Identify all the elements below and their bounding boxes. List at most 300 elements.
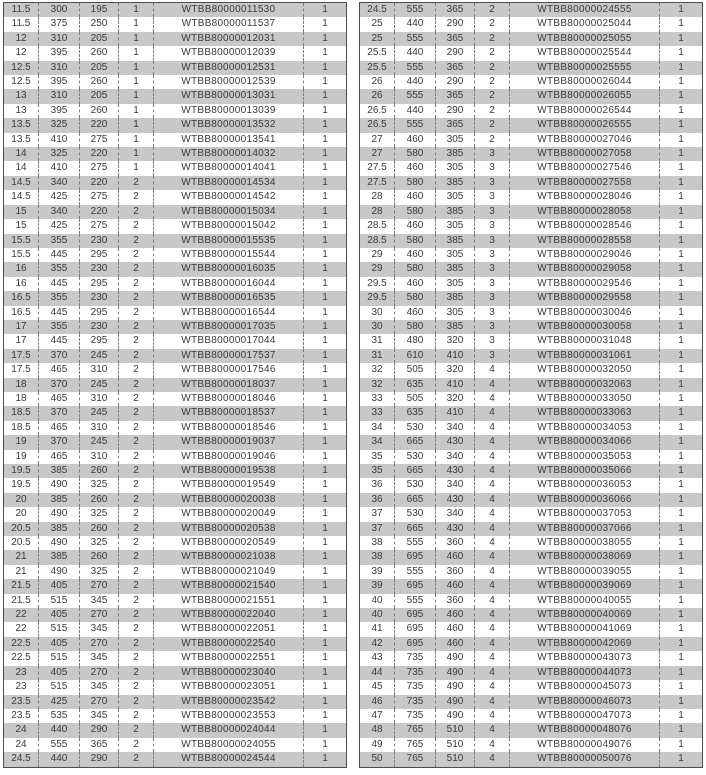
cell-size: 42 <box>360 637 395 651</box>
cell-size: 16.5 <box>4 291 39 305</box>
cell-size: 32 <box>360 363 395 377</box>
cell-part-number: WTBB80000013031 <box>154 89 304 103</box>
table-row <box>360 695 702 709</box>
cell-size: 25 <box>360 32 395 46</box>
cell-size: 21.5 <box>4 579 39 593</box>
cell-value-1: 355 <box>39 234 80 248</box>
cell-code: 3 <box>475 234 510 248</box>
cell-code: 2 <box>119 738 154 752</box>
cell-value-2: 305 <box>436 306 475 320</box>
cell-code: 2 <box>119 262 154 276</box>
cell-qty: 1 <box>678 277 684 289</box>
cell-value-1: 695 <box>395 608 436 622</box>
cell-qty: 1 <box>678 234 684 246</box>
cell-code: 4 <box>475 637 510 651</box>
cell-code: 4 <box>475 680 510 694</box>
cell-code: 3 <box>475 277 510 291</box>
cell-value-2: 320 <box>436 392 475 406</box>
cell-code: 1 <box>119 147 154 161</box>
cell-value-2: 430 <box>436 522 475 536</box>
cell-qty: 1 <box>322 421 328 433</box>
cell-qty: 1 <box>678 364 684 376</box>
cell-part-number: WTBB80000044073 <box>510 666 660 680</box>
cell-value-2: 295 <box>80 248 119 262</box>
cell-qty: 1 <box>322 61 328 73</box>
cell-value-2: 340 <box>436 421 475 435</box>
cell-value-1: 300 <box>39 3 80 17</box>
cell-value-1: 555 <box>395 536 436 550</box>
cell-size: 20 <box>4 507 39 521</box>
cell-part-number: WTBB80000015034 <box>154 205 304 219</box>
cell-size: 24 <box>4 723 39 737</box>
cell-code: 2 <box>119 234 154 248</box>
table-row <box>4 378 346 392</box>
cell-part-number: WTBB80000016044 <box>154 277 304 291</box>
cell-value-1: 580 <box>395 205 436 219</box>
cell-size: 28.5 <box>360 234 395 248</box>
cell-value-2: 310 <box>80 392 119 406</box>
cell-part-number: WTBB80000037066 <box>510 522 660 536</box>
cell-qty: 1 <box>678 162 684 174</box>
cell-value-1: 555 <box>395 565 436 579</box>
cell-size: 23.5 <box>4 695 39 709</box>
table-row <box>360 89 702 103</box>
table-row <box>360 579 702 593</box>
cell-value-2: 385 <box>436 320 475 334</box>
cell-qty: 1 <box>678 119 684 131</box>
cell-part-number: WTBB80000032050 <box>510 363 660 377</box>
cell-part-number: WTBB80000048076 <box>510 723 660 737</box>
table-row <box>4 536 346 550</box>
cell-code: 2 <box>119 565 154 579</box>
table-row <box>360 723 702 737</box>
cell-qty: 1 <box>322 681 328 693</box>
cell-value-1: 580 <box>395 234 436 248</box>
cell-value-1: 695 <box>395 550 436 564</box>
cell-size: 21 <box>4 550 39 564</box>
cell-value-2: 290 <box>436 46 475 60</box>
table-row <box>4 161 346 175</box>
cell-code: 2 <box>119 306 154 320</box>
cell-qty: 1 <box>322 349 328 361</box>
cell-part-number: WTBB80000028046 <box>510 190 660 204</box>
cell-qty: 1 <box>678 652 684 664</box>
table-row <box>4 349 346 363</box>
cell-value-2: 275 <box>80 133 119 147</box>
table-row <box>4 464 346 478</box>
cell-code: 4 <box>475 579 510 593</box>
cell-value-1: 765 <box>395 723 436 737</box>
cell-value-1: 440 <box>395 46 436 60</box>
cell-code: 2 <box>119 205 154 219</box>
cell-part-number: WTBB80000020049 <box>154 507 304 521</box>
cell-value-2: 295 <box>80 334 119 348</box>
cell-value-2: 290 <box>436 17 475 31</box>
cell-qty: 1 <box>678 18 684 30</box>
cell-qty: 1 <box>322 537 328 549</box>
table-row <box>360 450 702 464</box>
cell-value-1: 635 <box>395 378 436 392</box>
cell-part-number: WTBB80000028058 <box>510 205 660 219</box>
cell-value-1: 370 <box>39 406 80 420</box>
cell-code: 4 <box>475 493 510 507</box>
cell-size: 16.5 <box>4 306 39 320</box>
cell-size: 25 <box>360 17 395 31</box>
cell-part-number: WTBB80000021049 <box>154 565 304 579</box>
cell-part-number: WTBB80000047073 <box>510 709 660 723</box>
cell-qty: 1 <box>678 724 684 736</box>
cell-part-number: WTBB80000024055 <box>154 738 304 752</box>
cell-code: 2 <box>119 190 154 204</box>
cell-size: 24.5 <box>4 752 39 766</box>
cell-size: 24.5 <box>360 3 395 17</box>
cell-value-2: 305 <box>436 219 475 233</box>
cell-qty: 1 <box>678 537 684 549</box>
cell-value-1: 765 <box>395 752 436 766</box>
cell-value-2: 345 <box>80 594 119 608</box>
cell-part-number: WTBB80000026544 <box>510 104 660 118</box>
cell-value-2: 270 <box>80 608 119 622</box>
cell-qty: 1 <box>678 191 684 203</box>
cell-value-1: 425 <box>39 190 80 204</box>
cell-qty: 1 <box>678 565 684 577</box>
cell-size: 17.5 <box>4 363 39 377</box>
cell-code: 3 <box>475 161 510 175</box>
cell-value-1: 580 <box>395 320 436 334</box>
cell-code: 3 <box>475 205 510 219</box>
cell-value-1: 445 <box>39 306 80 320</box>
cell-size: 30 <box>360 306 395 320</box>
cell-value-2: 275 <box>80 190 119 204</box>
cell-size: 29.5 <box>360 277 395 291</box>
cell-part-number: WTBB80000024044 <box>154 723 304 737</box>
cell-size: 22.5 <box>4 651 39 665</box>
cell-value-2: 460 <box>436 550 475 564</box>
cell-size: 28.5 <box>360 219 395 233</box>
cell-value-1: 695 <box>395 579 436 593</box>
cell-code: 2 <box>475 104 510 118</box>
cell-value-1: 340 <box>39 205 80 219</box>
cell-part-number: WTBB80000011530 <box>154 3 304 17</box>
cell-part-number: WTBB80000019549 <box>154 478 304 492</box>
cell-code: 4 <box>475 709 510 723</box>
cell-code: 2 <box>119 291 154 305</box>
cell-qty: 1 <box>678 436 684 448</box>
cell-size: 15.5 <box>4 248 39 262</box>
cell-part-number: WTBB80000017044 <box>154 334 304 348</box>
cell-size: 29 <box>360 248 395 262</box>
cell-qty: 1 <box>322 248 328 260</box>
cell-value-1: 735 <box>395 651 436 665</box>
cell-part-number: WTBB80000023051 <box>154 680 304 694</box>
table-row <box>4 637 346 651</box>
cell-size: 18.5 <box>4 421 39 435</box>
cell-code: 3 <box>475 320 510 334</box>
table-row <box>4 262 346 276</box>
cell-size: 27 <box>360 147 395 161</box>
cell-size: 40 <box>360 608 395 622</box>
cell-part-number: WTBB80000027558 <box>510 176 660 190</box>
cell-value-2: 360 <box>436 536 475 550</box>
cell-value-2: 365 <box>80 738 119 752</box>
cell-code: 1 <box>119 133 154 147</box>
cell-qty: 1 <box>678 90 684 102</box>
cell-part-number: WTBB80000050076 <box>510 752 660 766</box>
cell-value-2: 260 <box>80 46 119 60</box>
cell-code: 2 <box>119 666 154 680</box>
cell-code: 1 <box>119 61 154 75</box>
cell-code: 2 <box>119 536 154 550</box>
cell-qty: 1 <box>322 277 328 289</box>
cell-value-1: 460 <box>395 306 436 320</box>
cell-value-2: 325 <box>80 478 119 492</box>
cell-size: 14.5 <box>4 190 39 204</box>
cell-size: 21 <box>4 565 39 579</box>
cell-qty: 1 <box>322 522 328 534</box>
cell-value-2: 290 <box>436 75 475 89</box>
table-row <box>4 277 346 291</box>
cell-size: 27.5 <box>360 161 395 175</box>
cell-qty: 1 <box>322 508 328 520</box>
cell-value-2: 385 <box>436 262 475 276</box>
cell-part-number: WTBB80000025055 <box>510 32 660 46</box>
cell-value-2: 365 <box>436 118 475 132</box>
cell-qty: 1 <box>678 709 684 721</box>
cell-part-number: WTBB80000039069 <box>510 579 660 593</box>
cell-value-2: 360 <box>436 594 475 608</box>
table-row <box>360 190 702 204</box>
cell-qty: 1 <box>322 724 328 736</box>
cell-part-number: WTBB80000017035 <box>154 320 304 334</box>
cell-part-number: WTBB80000037053 <box>510 507 660 521</box>
cell-part-number: WTBB80000029058 <box>510 262 660 276</box>
cell-value-2: 490 <box>436 709 475 723</box>
cell-value-1: 385 <box>39 493 80 507</box>
table-row <box>360 320 702 334</box>
cell-value-1: 405 <box>39 666 80 680</box>
cell-size: 43 <box>360 651 395 665</box>
cell-part-number: WTBB80000015535 <box>154 234 304 248</box>
cell-part-number: WTBB80000022040 <box>154 608 304 622</box>
cell-code: 1 <box>119 3 154 17</box>
cell-value-1: 405 <box>39 608 80 622</box>
cell-part-number: WTBB80000023553 <box>154 709 304 723</box>
cell-value-2: 245 <box>80 378 119 392</box>
table-row <box>4 565 346 579</box>
cell-value-2: 290 <box>80 752 119 766</box>
cell-size: 32 <box>360 378 395 392</box>
cell-value-2: 365 <box>436 89 475 103</box>
table-row <box>4 104 346 118</box>
table-row <box>360 291 702 305</box>
cell-value-1: 535 <box>39 709 80 723</box>
table-row <box>4 680 346 694</box>
cell-size: 41 <box>360 622 395 636</box>
cell-qty: 1 <box>678 205 684 217</box>
table-row <box>360 104 702 118</box>
cell-part-number: WTBB80000032063 <box>510 378 660 392</box>
cell-value-2: 305 <box>436 133 475 147</box>
cell-code: 2 <box>475 133 510 147</box>
table-row <box>360 234 702 248</box>
table-row <box>4 334 346 348</box>
cell-part-number: WTBB80000029546 <box>510 277 660 291</box>
cell-value-2: 310 <box>80 363 119 377</box>
table-row <box>4 622 346 636</box>
cell-value-2: 340 <box>436 450 475 464</box>
cell-qty: 1 <box>678 104 684 116</box>
cell-code: 2 <box>475 3 510 17</box>
cell-value-2: 220 <box>80 205 119 219</box>
cell-value-1: 555 <box>395 3 436 17</box>
cell-part-number: WTBB80000013039 <box>154 104 304 118</box>
cell-value-2: 320 <box>436 363 475 377</box>
cell-value-1: 445 <box>39 334 80 348</box>
table-row <box>4 594 346 608</box>
cell-value-2: 270 <box>80 637 119 651</box>
table-row <box>4 406 346 420</box>
cell-value-1: 665 <box>395 435 436 449</box>
cell-part-number: WTBB80000012039 <box>154 46 304 60</box>
cell-part-number: WTBB80000026044 <box>510 75 660 89</box>
cell-value-1: 635 <box>395 406 436 420</box>
cell-qty: 1 <box>322 76 328 88</box>
cell-qty: 1 <box>678 551 684 563</box>
cell-value-2: 305 <box>436 161 475 175</box>
cell-value-1: 460 <box>395 161 436 175</box>
cell-qty: 1 <box>322 738 328 750</box>
cell-code: 2 <box>119 723 154 737</box>
cell-part-number: WTBB80000027546 <box>510 161 660 175</box>
cell-qty: 1 <box>322 133 328 145</box>
cell-code: 4 <box>475 666 510 680</box>
cell-value-1: 530 <box>395 478 436 492</box>
cell-part-number: WTBB80000021038 <box>154 550 304 564</box>
cell-code: 2 <box>119 421 154 435</box>
table-row <box>360 46 702 60</box>
cell-qty: 1 <box>678 32 684 44</box>
cell-qty: 1 <box>678 4 684 15</box>
cell-value-2: 365 <box>436 32 475 46</box>
cell-part-number: WTBB80000040069 <box>510 608 660 622</box>
cell-part-number: WTBB80000033063 <box>510 406 660 420</box>
cell-size: 20 <box>4 493 39 507</box>
cell-value-1: 460 <box>395 219 436 233</box>
cell-value-1: 440 <box>39 723 80 737</box>
table-row <box>4 435 346 449</box>
cell-code: 1 <box>119 17 154 31</box>
cell-qty: 1 <box>322 450 328 462</box>
cell-value-2: 245 <box>80 435 119 449</box>
cell-part-number: WTBB80000014534 <box>154 176 304 190</box>
table-row <box>360 608 702 622</box>
cell-qty: 1 <box>322 162 328 174</box>
cell-value-1: 555 <box>395 61 436 75</box>
cell-code: 4 <box>475 392 510 406</box>
cell-value-1: 735 <box>395 695 436 709</box>
cell-value-1: 515 <box>39 680 80 694</box>
cell-size: 39 <box>360 565 395 579</box>
cell-size: 27 <box>360 133 395 147</box>
table-row <box>360 32 702 46</box>
cell-value-2: 205 <box>80 32 119 46</box>
cell-value-1: 735 <box>395 709 436 723</box>
table-row <box>360 507 702 521</box>
cell-part-number: WTBB80000022540 <box>154 637 304 651</box>
table-row <box>360 262 702 276</box>
cell-part-number: WTBB80000022051 <box>154 622 304 636</box>
table-row <box>4 306 346 320</box>
table-row <box>4 89 346 103</box>
cell-size: 36 <box>360 493 395 507</box>
cell-code: 2 <box>119 219 154 233</box>
cell-part-number: WTBB80000023040 <box>154 666 304 680</box>
cell-size: 24 <box>4 738 39 752</box>
cell-code: 2 <box>475 32 510 46</box>
cell-value-2: 460 <box>436 579 475 593</box>
cell-qty: 1 <box>678 263 684 275</box>
cell-part-number: WTBB80000018546 <box>154 421 304 435</box>
cell-size: 15.5 <box>4 234 39 248</box>
table-row <box>360 594 702 608</box>
cell-size: 25.5 <box>360 61 395 75</box>
cell-code: 2 <box>119 378 154 392</box>
cell-size: 38 <box>360 536 395 550</box>
cell-qty: 1 <box>678 407 684 419</box>
cell-qty: 1 <box>322 551 328 563</box>
cell-size: 26.5 <box>360 104 395 118</box>
cell-value-2: 230 <box>80 234 119 248</box>
cell-value-2: 490 <box>436 695 475 709</box>
cell-code: 2 <box>119 709 154 723</box>
cell-value-1: 610 <box>395 349 436 363</box>
cell-size: 11.5 <box>4 3 39 17</box>
cell-qty: 1 <box>678 133 684 145</box>
cell-value-1: 355 <box>39 291 80 305</box>
table-row <box>360 176 702 190</box>
cell-qty: 1 <box>678 320 684 332</box>
cell-value-2: 510 <box>436 723 475 737</box>
cell-part-number: WTBB80000036053 <box>510 478 660 492</box>
cell-qty: 1 <box>322 479 328 491</box>
cell-size: 38 <box>360 550 395 564</box>
cell-code: 2 <box>119 478 154 492</box>
cell-value-2: 360 <box>436 565 475 579</box>
table-row <box>360 392 702 406</box>
table-row <box>360 205 702 219</box>
cell-part-number: WTBB80000027058 <box>510 147 660 161</box>
cell-code: 2 <box>119 334 154 348</box>
cell-qty: 1 <box>322 652 328 664</box>
cell-size: 21.5 <box>4 594 39 608</box>
cell-value-1: 665 <box>395 464 436 478</box>
cell-code: 3 <box>475 190 510 204</box>
cell-value-1: 310 <box>39 89 80 103</box>
table-row <box>360 478 702 492</box>
table-row <box>360 118 702 132</box>
cell-part-number: WTBB80000031048 <box>510 334 660 348</box>
table-row <box>4 723 346 737</box>
cell-qty: 1 <box>322 465 328 476</box>
table-row <box>360 680 702 694</box>
table-row <box>360 752 702 766</box>
cell-size: 44 <box>360 666 395 680</box>
cell-qty: 1 <box>678 594 684 606</box>
cell-part-number: WTBB80000029046 <box>510 248 660 262</box>
cell-value-1: 425 <box>39 695 80 709</box>
cell-value-2: 195 <box>80 3 119 17</box>
cell-code: 4 <box>475 522 510 536</box>
